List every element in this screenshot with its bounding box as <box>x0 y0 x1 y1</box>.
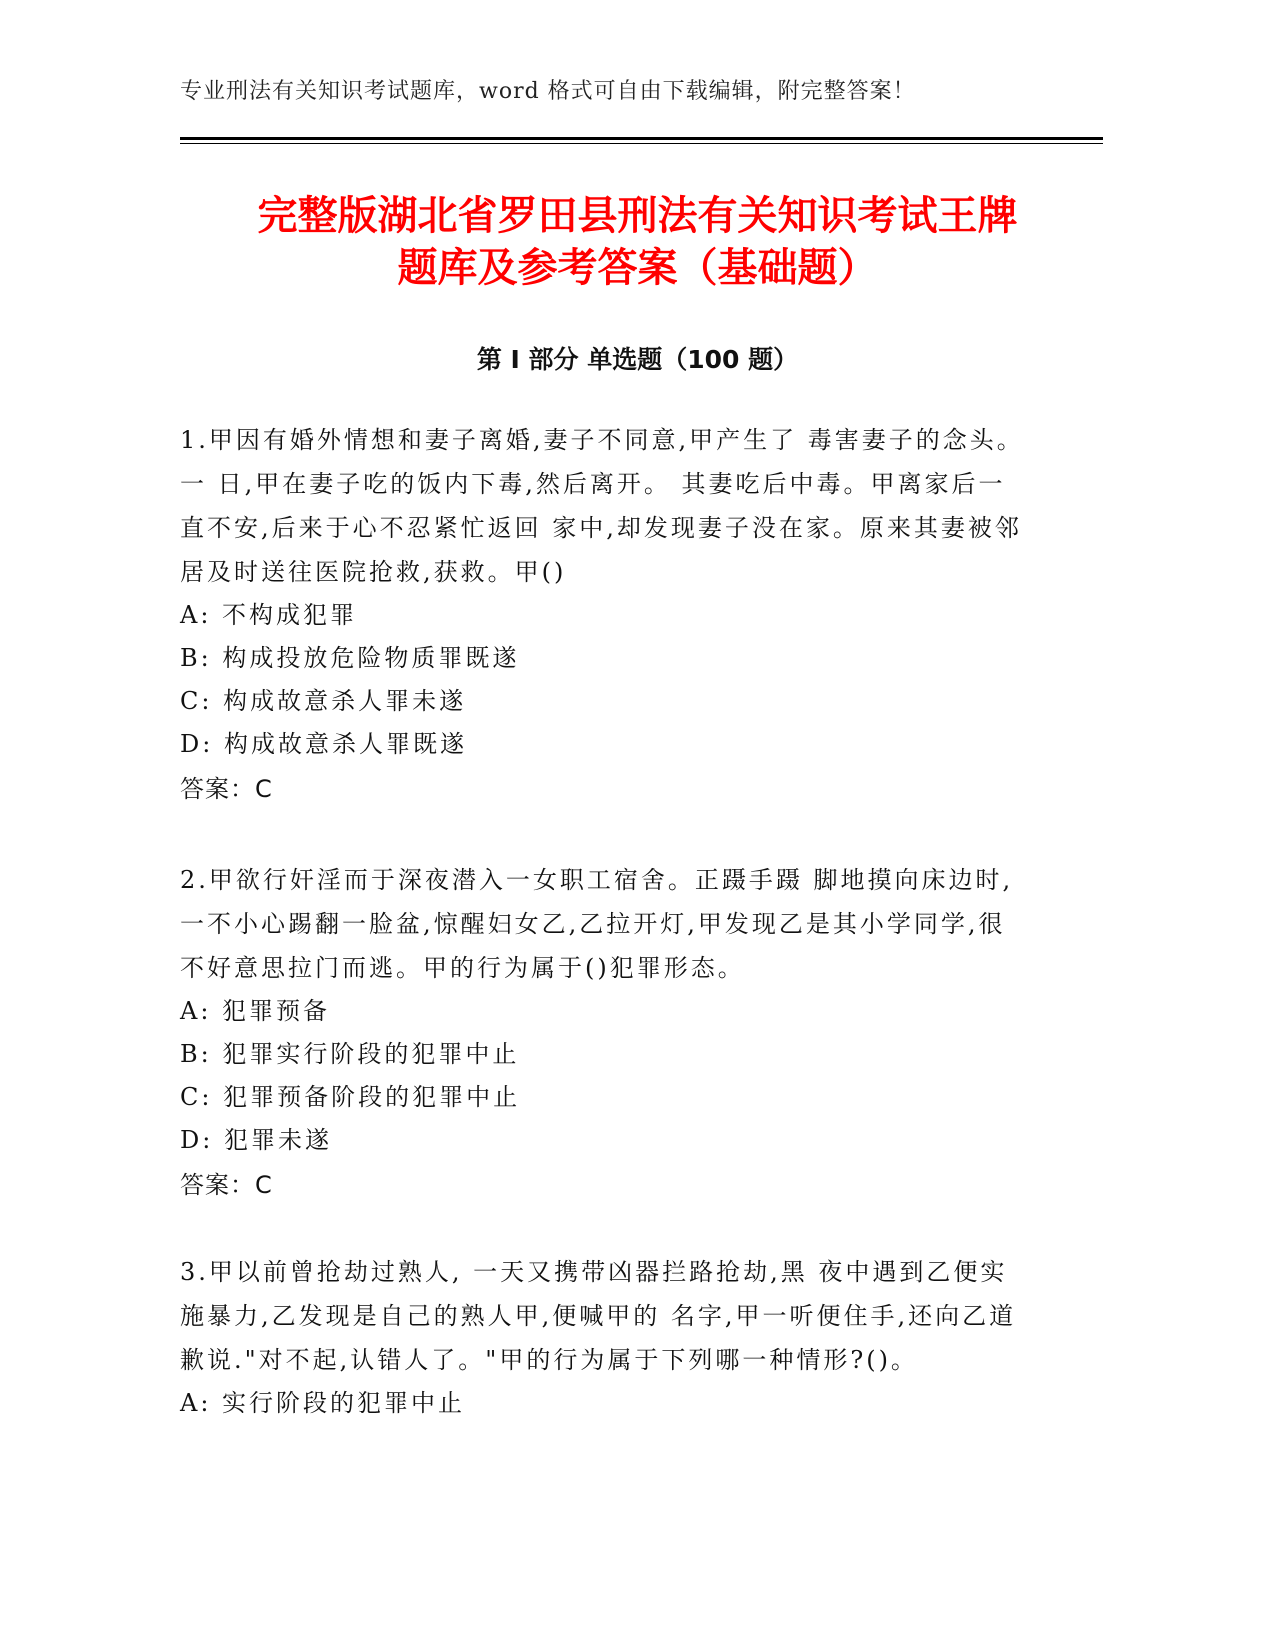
header-note: 专业刑法有关知识考试题库，word 格式可自由下载编辑，附完整答案！ <box>180 79 916 104</box>
section-heading: 第 I 部分 单选题（100 题） <box>476 345 799 374</box>
option-d: D: 犯罪未遂 <box>180 1126 332 1154</box>
option-d: D: 构成故意杀人罪既遂 <box>180 730 467 758</box>
question-1 <box>180 418 1030 812</box>
option-b: B: 犯罪实行阶段的犯罪中止 <box>180 1040 520 1068</box>
option-a: A: 犯罪预备 <box>180 997 331 1025</box>
question-3 <box>180 1250 1030 1425</box>
question-text: 1.甲因有婚外情想和妻子离婚,妻子不同意,甲产生了 毒害妻子的念头。 一 日,甲在妻子吃的饭内下毒,然后离开。 其妻吃后中毒。甲离家后一直不安,后来于心不忍紧忙返回 家中,却发现妻子没在家。原来其妻被邻居及时送往医院抢救,获救。甲() <box>180 426 1024 586</box>
title-line-1: 完整版湖北省罗田县刑法有关知识考试王牌 <box>257 193 1018 239</box>
option-c: C: 犯罪预备阶段的犯罪中止 <box>180 1083 521 1111</box>
title-line-2: 题库及参考答案（基础题） <box>397 245 878 291</box>
question-text: 2.甲欲行奸淫而于深夜潜入一女职工宿舍。正蹑手蹑 脚地摸向床边时, 一不小心踢翻一脸盆,惊醒妇女乙,乙拉开灯,甲发现乙是其小学同学,很不好意思拉门而逃。甲的行为属于()犯罪形态。 <box>180 866 1014 982</box>
option-b: B: 构成投放危险物质罪既遂 <box>180 644 520 672</box>
answer: 答案：C <box>180 1171 273 1199</box>
option-c: C: 构成故意杀人罪未遂 <box>180 687 467 715</box>
document-title <box>150 190 1125 294</box>
option-a: A: 实行阶段的犯罪中止 <box>180 1389 466 1417</box>
answer: 答案：C <box>180 775 273 803</box>
header-rule-thick <box>180 137 1103 140</box>
question-2 <box>180 858 1030 1208</box>
option-a: A: 不构成犯罪 <box>180 601 358 629</box>
header-rule-thin <box>180 143 1103 144</box>
question-text: 3.甲以前曾抢劫过熟人, 一天又携带凶器拦路抢劫,黑 夜中遇到乙便实施暴力,乙发现是自己的熟人甲,便喊甲的 名字,甲一听便住手,还向乙道歉说."对不起,认错人了。"甲的行为属于下列哪一种情形?()。 <box>180 1258 1017 1374</box>
